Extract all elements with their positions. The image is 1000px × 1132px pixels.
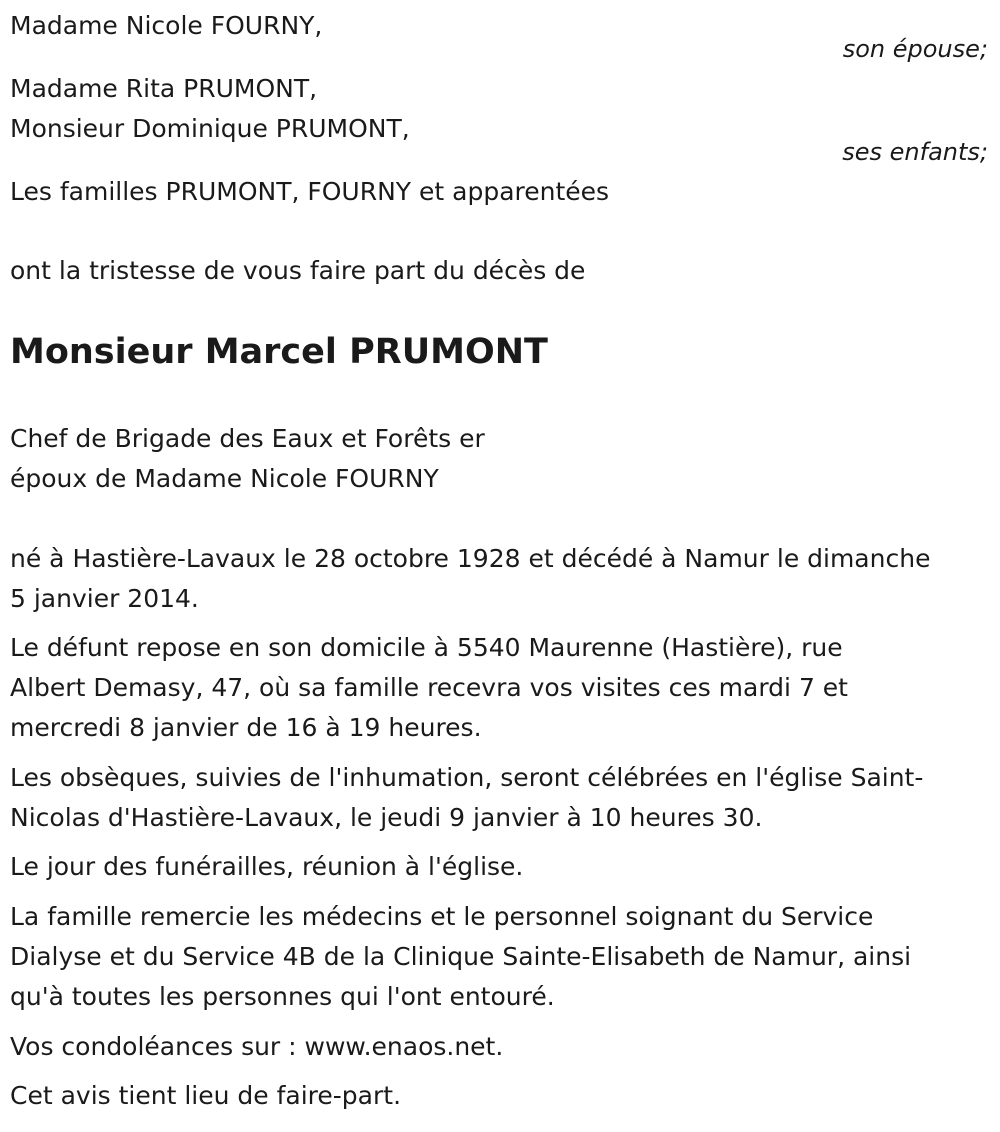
deceased-spouse-of: époux de Madame Nicole FOURNY [10,464,439,493]
birth-death-line-1: né à Hastière-Lavaux le 28 octobre 1928 et décédé à Namur le dimanche [10,544,931,573]
rest-line-3: mercredi 8 janvier de 16 à 19 heures. [10,713,482,742]
child-name-1: Madame Rita PRUMONT, [10,74,318,103]
funeral-line-2: Nicolas d'Hastière-Lavaux, le jeudi 9 janvier à 10 heures 30. [10,803,763,832]
announcement-line: ont la tristesse de vous faire part du décès de [10,256,586,285]
deceased-title: Chef de Brigade des Eaux et Forêts er [10,424,485,453]
gathering-line: Le jour des funérailles, réunion à l'église. [10,852,524,881]
condolences-line: Vos condoléances sur : www.enaos.net. [10,1032,504,1061]
child-name-2: Monsieur Dominique PRUMONT, [10,114,410,143]
thanks-line-1: La famille remercie les médecins et le personnel soignant du Service [10,902,874,931]
spouse-role: son épouse; [842,35,988,63]
spouse-name: Madame Nicole FOURNY, [10,11,323,40]
funeral-line-1: Les obsèques, suivies de l'inhumation, seront célébrées en l'église Saint- [10,763,924,792]
thanks-line-2: Dialyse et du Service 4B de la Clinique Sainte-Elisabeth de Namur, ainsi [10,942,912,971]
rest-line-1: Le défunt repose en son domicile à 5540 Maurenne (Hastière), rue [10,633,843,662]
rest-line-2: Albert Demasy, 47, où sa famille recevra vos visites ces mardi 7 et [10,673,848,702]
deceased-name: Monsieur Marcel PRUMONT [10,332,548,372]
birth-death-line-2: 5 janvier 2014. [10,584,199,613]
thanks-line-3: qu'à toutes les personnes qui l'ont entouré. [10,982,555,1011]
children-role: ses enfants; [842,138,988,166]
families-line: Les familles PRUMONT, FOURNY et apparentées [10,177,610,206]
notice-line: Cet avis tient lieu de faire-part. [10,1081,402,1110]
